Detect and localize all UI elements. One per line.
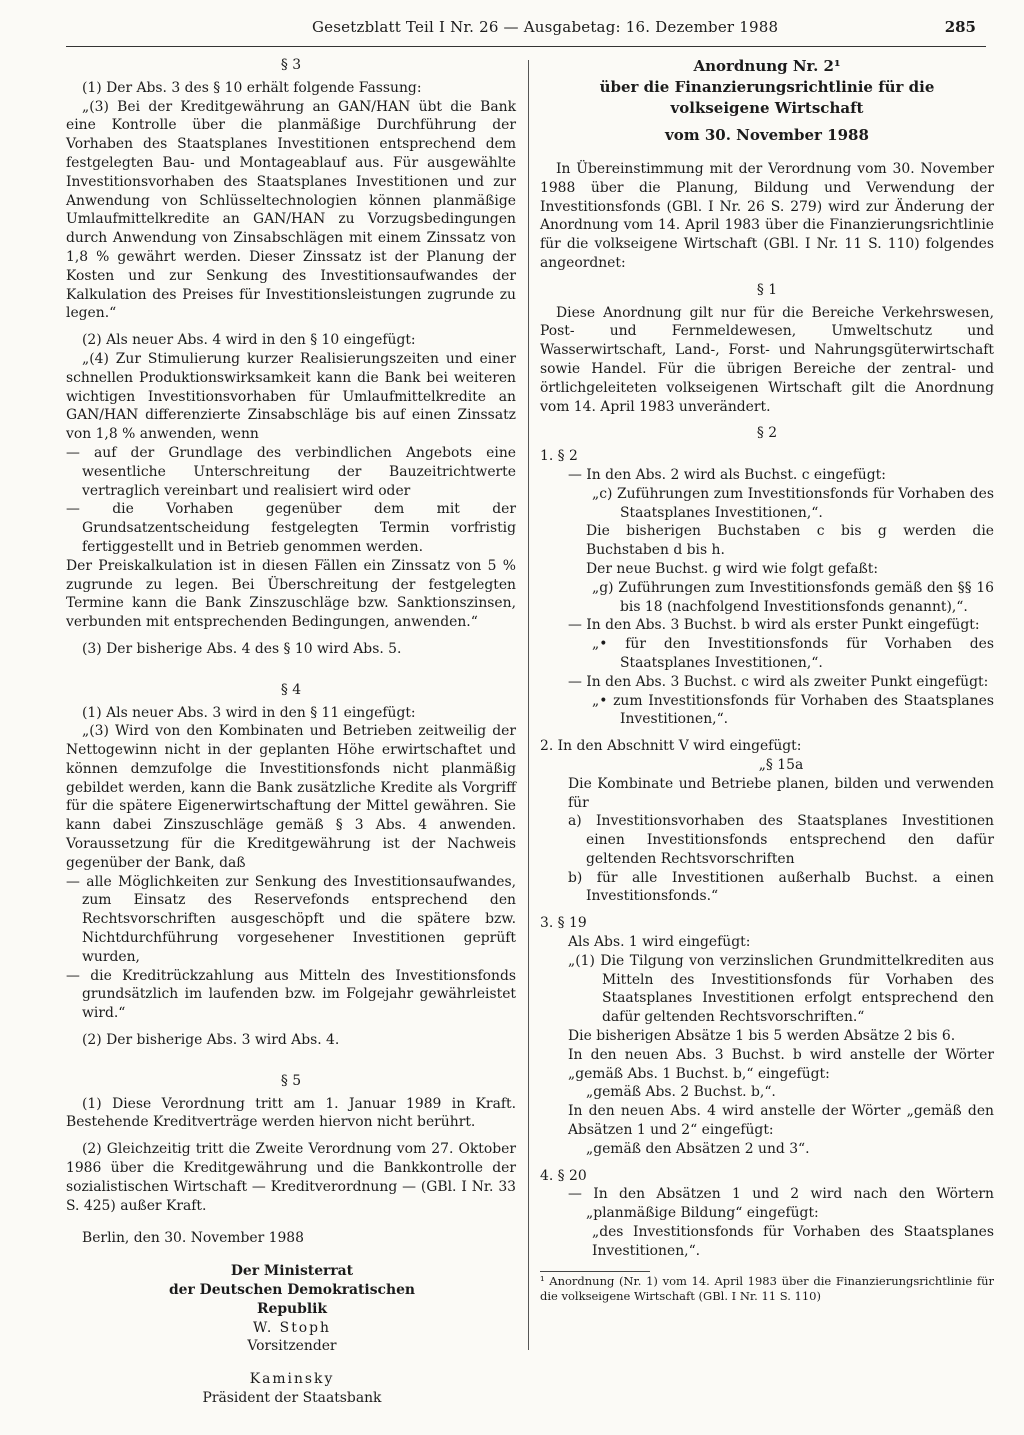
quote: „g) Zuführungen zum Investitionsfonds gemäß den §§ 16 bis 18 (nachfolgend Investitionsfonds genannt),“. (592, 579, 994, 615)
ordinance-date: vom 30. November 1988 (665, 126, 869, 144)
footnote-rule (540, 1271, 650, 1272)
header-title: Gesetzblatt Teil I Nr. 26 — Ausgabetag: 16. Dezember 1988 (312, 18, 779, 36)
list-item-1: 1. § 2 (540, 448, 578, 465)
section-heading-4: § 4 (280, 681, 302, 698)
paragraph: (2) Als neuer Abs. 4 wird in den § 10 eingefügt: (82, 332, 416, 349)
signature-org: Der Ministerrat (230, 1263, 354, 1280)
paragraph: (3) Der bisherige Abs. 4 des § 10 wird Abs. 5. (82, 640, 402, 657)
lettered-item: b) für alle Investitionen außerhalb Buchst. a einen Investitionsfonds.“ (568, 869, 994, 905)
paragraph: „(4) Zur Stimulierung kurzer Realisierungszeiten und einer schnellen Produktionswirksamkeit kann die Bank bei weiteren wichtigen Investitionsvorhaben für Umlaufmittelkredite an GAN/HAN differenzierte Zinsabschläge bis auf einen Zinssatz von 1,8 % anwenden, wenn (66, 350, 516, 443)
paragraph: Der Preiskalkulation ist in diesen Fällen ein Zinssatz von 5 % zugrunde zu legen. Bei Überschreitung der festgelegten Termine kann die Bank Zinszuschläge bzw. Sanktionszinsen, verbunden mit entsprechenden Bedingungen, anwenden.“ (66, 557, 516, 631)
paragraph: (2) Der bisherige Abs. 3 wird Abs. 4. (82, 1032, 340, 1049)
footnote: ¹ Anordnung (Nr. 1) vom 14. April 1983 über die Finanzierungsrichtlinie für die volkseigene Wirtschaft (GBl. I Nr. 11 S. 110) (540, 1273, 994, 1303)
ordinance-title: Anordnung Nr. 2¹ (693, 57, 841, 75)
quote: „gemäß den Absätzen 2 und 3“. (586, 1140, 810, 1157)
subsection-heading: „§ 15a (758, 756, 804, 773)
paragraph: „(3) Bei der Kreditgewährung an GAN/HAN übt die Bank eine Kontrolle über die planmäßige Durchführung der Vorhaben des Staatsplanes Investitionen entsprechend dem festgelegten Bau- und Montageablauf aus. Für ausgewählte Investitionsvorhaben des Staatsplanes Investitionen und zur Anwendung von Schlüsseltechnologien können planmäßige Umlaufmittelkredite an GAN/HAN zu Vorzugsbedingungen durch Anwendung von Zinsabschlägen mit einem Zinssatz von 1,8 % gewährt werden. Dieser Zinssatz ist der Planung der Kosten und zur Senkung des Investitionsaufwandes der Kalkulation des Preises für Investitionsleistungen zugrunde zu legen.“ (66, 98, 516, 322)
section-heading-1: § 1 (756, 281, 778, 298)
paragraph: (1) Als neuer Abs. 3 wird in den § 11 eingefügt: (82, 704, 416, 721)
dash-item: — auf der Grundlage des verbindlichen Angebots eine wesentliche Unterschreitung der Bauzeitrichtwerte vertraglich vereinbart und realisiert wird oder (66, 444, 516, 499)
column-divider (528, 60, 529, 1350)
ordinance-title: über die Finanzierungsrichtlinie für die (599, 78, 935, 96)
dash-item: — In den Abs. 3 Buchst. b wird als erster Punkt eingefügt: (568, 617, 980, 634)
paragraph: Als Abs. 1 wird eingefügt: (568, 934, 751, 951)
paragraph: (2) Gleichzeitig tritt die Zweite Verordnung vom 27. Oktober 1986 über die Kreditgewährung und die Bankkontrolle der sozialistischen Wirtschaft — Kreditverordnung — (GBl. I Nr. 33 S. 425) außer Kraft. (66, 1141, 516, 1214)
paragraph: „(3) Wird von den Kombinaten und Betrieben zeitweilig der Nettogewinn nicht in der geplanten Höhe erwirtschaftet und können demzufolge die Investitionsfonds nicht planmäßig gebildet werden, kann die Bank zusätzliche Kredite als Vorgriff für die spätere Eigenerwirtschaftung der Mittel gewähren. Sie kann dabei Zinszuschläge gemäß § 3 Abs. 4 anwenden. Voraussetzung für die Kreditgewährung ist der Nachweis gegenüber der Bank, daß (66, 723, 516, 871)
dash-item: — In den Absätzen 1 und 2 wird nach den Wörtern „planmäßige Bildung“ eingefügt: (568, 1186, 994, 1222)
quote: „• zum Investitionsfonds für Vorhaben des Staatsplanes Investitionen,“. (592, 692, 994, 728)
paragraph: In den neuen Abs. 4 wird anstelle der Wörter „gemäß den Absätzen 1 und 2“ eingefügt: (568, 1103, 994, 1139)
signature-org: der Deutschen Demokratischen Republik (168, 1282, 416, 1317)
list-item-4: 4. § 20 (540, 1167, 587, 1184)
paragraph: (1) Der Abs. 3 des § 10 erhält folgende Fassung: (82, 79, 422, 96)
dash-item: — In den Abs. 2 wird als Buchst. c eingefügt: (568, 466, 886, 483)
quote: „des Investitionsfonds für Vorhaben des Staatsplanes Investitionen,“. (592, 1224, 994, 1259)
paragraph: Die bisherigen Absätze 1 bis 5 werden Absätze 2 bis 6. (568, 1028, 956, 1045)
dash-item: — alle Möglichkeiten zur Senkung des Investitionsaufwandes, zum Einsatz des Reservefonds entsprechend den Rechtsvorschriften ausgeschöpft und die spätere bzw. Nichtdurchführung vorgesehener Investitionen geprüft wurden, (66, 873, 516, 965)
quote: „(1) Die Tilgung von verzinslichen Grundmittelkrediten aus Mitteln des Investitionsfonds für Vorhaben des Staatsplanes Investitionen erfolgt entsprechend den dafür geltenden Rechtsvorschriften.“ (568, 952, 994, 1026)
left-column (66, 56, 516, 1408)
page-header (66, 16, 986, 47)
paragraph: Diese Anordnung gilt nur für die Bereiche Verkehrswesen, Post- und Fernmeldewesen, Umweltschutz und Wasserwirtschaft, Land-, Forst- und Nahrungsgüterwirtschaft sowie Handel. Für die übrigen Bereiche der zentral- und örtlichgeleiteten volkseigenen Wirtschaft gilt die Anordnung vom 14. April 1983 unverändert. (540, 304, 994, 415)
paragraph: Der neue Buchst. g wird wie folgt gefaßt: (586, 560, 879, 577)
place-date: Berlin, den 30. November 1988 (82, 1230, 304, 1247)
dash-item: — In den Abs. 3 Buchst. c wird als zweiter Punkt eingefügt: (568, 673, 989, 690)
section-heading-2: § 2 (756, 425, 778, 442)
signatory-role: Präsident der Staatsbank (202, 1390, 382, 1406)
section-heading-3: § 3 (280, 57, 302, 73)
paragraph: Die Kombinate und Betriebe planen, bilden und verwenden für (568, 775, 994, 811)
section-heading-5: § 5 (280, 1072, 302, 1089)
list-item-3: 3. § 19 (540, 915, 587, 932)
list-item-2: 2. In den Abschnitt V wird eingefügt: (540, 738, 802, 755)
paragraph: In den neuen Abs. 3 Buchst. b wird anstelle der Wörter „gemäß Abs. 1 Buchst. b,“ eingefügt: (568, 1046, 994, 1082)
ordinance-title: volkseigene Wirtschaft (670, 99, 864, 117)
signature-block (142, 1262, 442, 1408)
signatory-name: Kaminsky (249, 1371, 335, 1388)
page-number: 285 (944, 18, 976, 36)
quote: „• für den Investitionsfonds für Vorhaben des Staatsplanes Investitionen,“. (592, 636, 994, 671)
paragraph: In Übereinstimmung mit der Verordnung vom 30. November 1988 über die Planung, Bildung und Verwendung der Investitionsfonds (GBl. I Nr. 26 S. 279) wird zur Änderung der Anordnung vom 14. April 1983 über die Finanzierungsrichtlinie für die volkseigene Wirtschaft (GBl. I Nr. 11 S. 110) folgendes angeordnet: (540, 161, 994, 271)
paragraph: (1) Diese Verordnung tritt am 1. Januar 1989 in Kraft. Bestehende Kreditverträge werden hiervon nicht berührt. (66, 1095, 516, 1131)
dash-item: — die Kreditrückzahlung aus Mitteln des Investitionsfonds grundsätzlich im laufenden bzw. im Folgejahr gewährleistet wird.“ (66, 967, 516, 1022)
signatory-name: W. Stoph (253, 1319, 331, 1336)
quote: „gemäß Abs. 2 Buchst. b,“. (586, 1084, 776, 1101)
signatory-role: Vorsitzender (247, 1338, 337, 1355)
dash-item: — die Vorhaben gegenüber dem mit der Grundsatzentscheidung festgelegten Termin vorfristig fertiggestellt und in Betrieb genommen werden. (66, 501, 516, 555)
paragraph: Die bisherigen Buchstaben c bis g werden die Buchstaben d bis h. (586, 523, 994, 559)
lettered-item: a) Investitionsvorhaben des Staatsplanes Investitionen einen Investitionsfonds entsprechend den dafür geltenden Rechtsvorschriften (568, 813, 994, 867)
right-column (540, 56, 994, 1304)
quote: „c) Zuführungen zum Investitionsfonds für Vorhaben des Staatsplanes Investitionen,“. (592, 485, 994, 521)
